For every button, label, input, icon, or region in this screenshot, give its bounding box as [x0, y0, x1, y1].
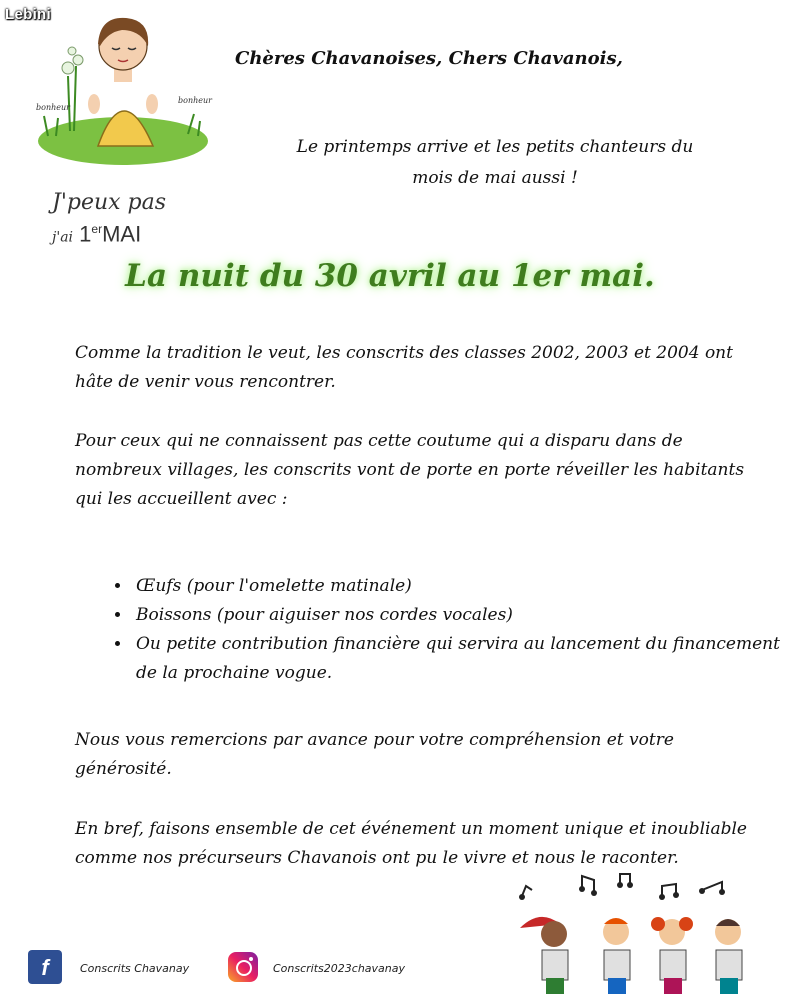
caption-mai: MAI: [102, 221, 142, 247]
offerings-list: [108, 572, 782, 688]
paragraph-thanks: Nous vous remercions par avance pour votre compréhension et votre générosité.: [75, 730, 674, 779]
paragraph-custom: Pour ceux qui ne connaissent pas cette coutume qui a disparu dans de nombreux villages, les conscrits vont de porte en porte réveiller les habitants qui les accueillent avec :: [75, 431, 745, 509]
instagram-icon[interactable]: [228, 952, 258, 982]
intro-line-2: mois de mai aussi !: [412, 168, 578, 188]
intro: [225, 132, 765, 194]
caption-jai: j'ai: [52, 229, 74, 246]
list-item: • Œufs (pour l'omelette matinale): [132, 572, 782, 601]
list-item: • Boissons (pour aiguiser nos cordes vocales): [132, 601, 782, 630]
intro-line-1: Le printemps arrive et les petits chanteurs du: [296, 137, 694, 157]
illustration-label-right: bonheur: [178, 96, 212, 105]
footer: [28, 950, 448, 986]
headline: La nuit du 30 avril au 1er mai.: [125, 258, 655, 294]
instagram-label[interactable]: Conscrits2023chavanay: [273, 962, 406, 975]
caption-sup: er: [91, 222, 103, 236]
watermark: Lebini: [5, 6, 51, 23]
singing-children-illustration: [512, 870, 772, 998]
illustration-caption: [52, 190, 202, 250]
greeting: Chères Chavanoises, Chers Chavanois,: [235, 48, 623, 69]
paragraph-closing: En bref, faisons ensemble de cet événement un moment unique et inoubliable comme nos précurseurs Chavanois ont pu le vivre et nous le raconter.: [75, 819, 747, 868]
paragraph-tradition: Comme la tradition le veut, les conscrits des classes 2002, 2003 et 2004 ont hâte de venir vous rencontrer.: [75, 343, 733, 392]
caption-line2: [52, 216, 202, 250]
caption-line1: J'peux pas: [52, 190, 167, 215]
facebook-label[interactable]: Conscrits Chavanay: [80, 962, 190, 975]
caption-number: 1: [79, 221, 92, 247]
facebook-icon[interactable]: f: [28, 950, 62, 984]
illustration-label-left: bonheur: [36, 103, 70, 112]
girl-illustration: [28, 6, 218, 176]
list-item: • Ou petite contribution financière qui servira au lancement du financement de la prochaine vogue.: [132, 630, 782, 688]
